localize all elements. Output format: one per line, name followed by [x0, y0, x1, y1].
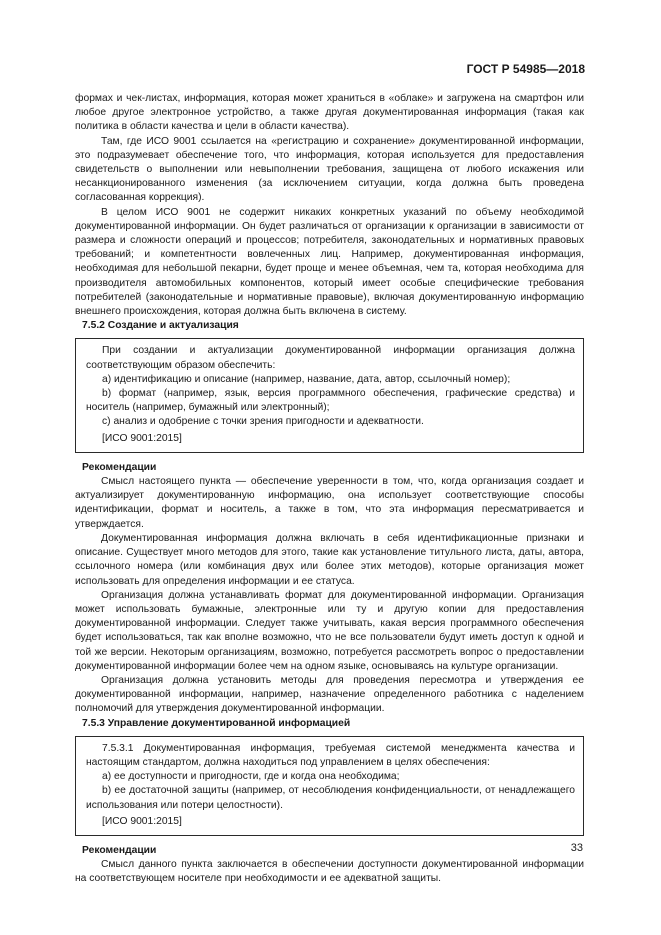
- quote-reference: [ИСО 9001:2015]: [102, 432, 182, 444]
- quote-lead: 7.5.3.1 Документированная информация, требуемая системой менеджмента качества и настоящим стандартом, должна находиться под управлением в целях обеспечения:: [86, 742, 575, 768]
- page-number: 33: [570, 842, 583, 854]
- quote-item-b: b) формат (например, язык, версия программного обеспечения, графические средства) и носитель (например, бумажный или электронный);: [86, 388, 575, 414]
- recommendations-heading: Рекомендации: [82, 844, 157, 856]
- document-code: ГОСТ Р 54985—2018: [466, 62, 585, 76]
- paragraph: Смысл данного пункта заключается в обеспечении доступности документированной информации на соответствующем носителе при необходимости и ее адекватной защиты.: [75, 859, 584, 885]
- quote-item-b: b) ее достаточной защиты (например, от несоблюдения конфиденциальности, от ненадлежащего использования или потери целостности).: [86, 785, 575, 811]
- section-heading-7-5-2: 7.5.2 Создание и актуализация: [82, 320, 239, 332]
- quote-item-c: c) анализ и одобрение с точки зрения пригодности и адекватности.: [102, 416, 424, 428]
- paragraph: Организация должна установить методы для проведения пересмотра и утверждения ее документированной информации, например, назначение определенного работника с наделением полномочий для утверждения документированной информации.: [75, 674, 584, 715]
- paragraph: формах и чек-листах, информация, которая может храниться в «облаке» и загружена на смартфон или любое другое электронное устройство, а также другая документированная информация (такая как политика в области качества и цели в области качества).: [75, 93, 584, 133]
- standard-quote-box: [75, 736, 584, 836]
- quote-lead: При создании и актуализации документированной информации организация должна соответствующим образом обеспечить:: [86, 345, 575, 371]
- recommendations-heading: Рекомендации: [82, 461, 157, 473]
- section-heading-7-5-3: 7.5.3 Управление документированной информацией: [82, 717, 351, 729]
- paragraph: Документированная информация должна включать в себя идентификационные признаки и описание. Существует много методов для этого, такие как установление титульного листа, даты, автора, ссылочного номера (или комбинация двух или более этих методов), которые организация может использовать для определения информации и ее статуса.: [75, 532, 584, 587]
- standard-quote-box: [75, 338, 584, 452]
- quote-item-a: а) ее доступности и пригодности, где и когда она необходима;: [102, 771, 400, 783]
- paragraph: Организация должна устанавливать формат для документированной информации. Организация может использовать бумажные, электронные или ту и другую копии для предоставления документированной информации. Следует также учитывать, какая версия программного обеспечения будет использоваться, так как вполне возможно, что не все пользователи будут иметь доступ к одной и той же версии. Некоторым организациям, возможно, потребуется рассмотреть вопрос о предоставлении документированной информации более чем на одном языке, основываясь на культуре организации.: [75, 589, 584, 672]
- page-body: [75, 92, 584, 887]
- paragraph: В целом ИСО 9001 не содержит никаких конкретных указаний по объему необходимой документированной информации. Он будет различаться от организации к организации в зависимости от размера и сложности операций и процессов; потребителя, законодательных и нормативных правовых требований; и компетентности вовлеченных лиц. Например, документированная информация, необходимая для небольшой пекарни, будет проще и менее объемная, чем та, которая необходима для производителя автомобильных компонентов, который имеет особые специфические требования потребителей (законодательные и нормативные правовые), включая документированную информацию внешнего происхождения, которая должна быть включена в систему.: [75, 206, 584, 318]
- quote-item-a: а) идентификацию и описание (например, название, дата, автор, ссылочный номер);: [102, 373, 511, 385]
- paragraph: Смысл настоящего пункта — обеспечение уверенности в том, что, когда организация создает и актуализирует документированную информацию, она использует соответствующие способы идентификации, формат и носитель, а также в том, что эта информация пересматривается и утверждается.: [75, 476, 584, 530]
- paragraph: Там, где ИСО 9001 ссылается на «регистрацию и сохранение» документированной информации, это подразумевает обеспечение того, что информация, которая используется для предоставления свидетельств о выполнении или невыполнении требования, защищена от любого искажения или несанкционированного изменения (за исключением ситуации, когда должна быть проведена согласованная коррекция).: [75, 135, 584, 204]
- quote-reference: [ИСО 9001:2015]: [102, 815, 182, 827]
